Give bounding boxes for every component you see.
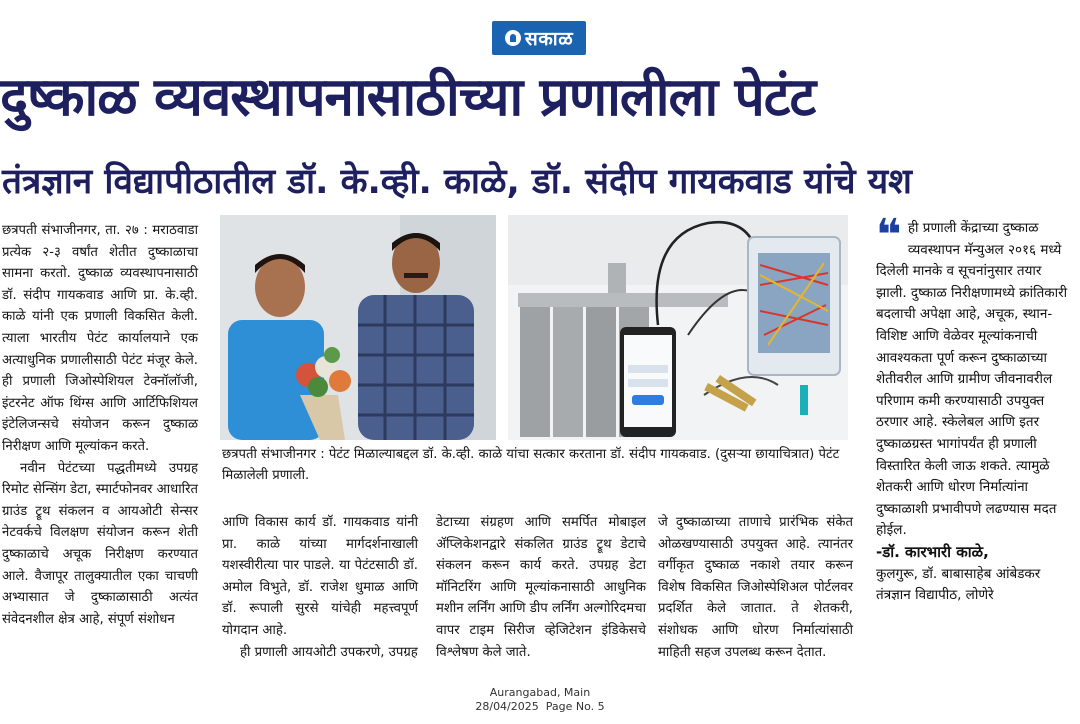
quote-text: ही प्रणाली केंद्राच्या दुष्काळ व्यवस्थापन मॅन्युअल २०१६ मध्ये दिलेली मानके व सूचनांनुसार तयार झाली. दुष्काळ निरीक्षणामध्ये क्रांतिकारी बदलाची अपेक्षा आहे, अचूक, स्थान-विशिष्ट आणि वेळेवर मूल्यांकनाची आवश्यकता पूर्ण करून दुष्काळाच्या शेतीवरील आणि ग्रामीण जीवनावरील परिणाम कमी करण्यासाठी उपयुक्त ठरणार आहे. स्केलेबल आणि इतर दुष्काळग्रस्त भागांपर्यंत ही प्रणाली विस्तारित केली जाऊ शकते. त्यामुळे शेतकरी आणि धोरण निर्मात्यांना दुष्काळाशी प्रभावीपणे लढण्यास मदत होईल.	[876, 220, 1068, 539]
article-paragraph: आणि विकास कार्य डॉ. गायकवाड यांनी प्रा. काळे यांच्या मार्गदर्शनाखाली यशस्वीरीत्या पार पाडले. या पेटंटसाठी डॉ. अमोल विभुते, डॉ. राजेश धुमाळ आणि डॉ. रूपाली सुरसे यांचेही महत्त्वपूर्ण योगदान आहे.	[222, 515, 418, 638]
quote-mark-icon: ❝	[876, 210, 902, 261]
headline: दुष्काळ व्यवस्थापनासाठीच्या प्रणालीला पेटंट	[0, 67, 816, 128]
felicitation-photo	[220, 215, 496, 440]
patent-device-illustration	[508, 215, 848, 440]
photo-caption: छत्रपती संभाजीनगर : पेटंट मिळाल्याबद्दल डॉ. के.व्ही. काळे यांचा सत्कार करताना डॉ. संदीप गायकवाड. (दुसऱ्या छायाचित्रात) पेटंट मिळालेली प्रणाली.	[222, 447, 840, 483]
edition-footer	[440, 686, 640, 714]
logo-text: सकाळ	[524, 28, 574, 50]
article-paragraph: नवीन पेटंटच्या पद्धतीमध्ये उपग्रह रिमोट सेन्सिंग डेटा, स्मार्टफोनवर आधारित ग्राउंड ट्रूथ संकलन व आयओटी सेन्सर नेटवर्कचे विलक्षण संयोजन करून शेती दुष्काळाचे अचूक निरीक्षण करण्यात आले. वैजापूर तालुक्यातील एका चाचणी अभ्यासात जे दुष्काळासाठी अत्यंत संवेदनशील क्षेत्र आहे, संपूर्ण संशोधन	[2, 460, 198, 627]
quote-author: -डॉ. कारभारी काळे,	[876, 542, 989, 561]
article-column-2	[222, 512, 418, 663]
quote-sidebar	[876, 210, 1076, 607]
felicitation-photo-illustration	[220, 215, 496, 440]
patent-device-photo	[508, 215, 848, 440]
quote-designation: कुलगुरू, डॉ. बाबासाहेब आंबेडकर तंत्रज्ञान विद्यापीठ, लोणेरे	[876, 565, 1041, 604]
article-paragraph: डेटाच्या संग्रहण आणि समर्पित मोबाइल ॲप्लिकेशनद्वारे संकलित ग्राउंड ट्रूथ डेटाचे संकलन करून कार्य करते. उपग्रह डेटा मॉनिटरिंग आणि मूल्यांकनासाठी आधुनिक मशीन लर्निंग आणि डीप लर्निंग अल्गोरिदमचा वापर टाइम सिरीज व्हेजिटेशन इंडिकेसचे विश्लेषण केले जाते.	[436, 515, 646, 660]
article-paragraph: छत्रपती संभाजीनगर, ता. २७ : मराठवाडा प्रत्येक २-३ वर्षांत शेतीत दुष्काळाचा सामना करतो. दुष्काळ व्यवस्थापनासाठी डॉ. संदीप गायकवाड आणि प्रा. के.व्ही. काळे यांनी एक प्रणाली विकसित केली. त्याला भारतीय पेटंट कार्यालयाने एक अत्याधुनिक प्रणालीसाठी पेटंट मंजूर केले. ही प्रणाली जिओस्पेशियल टेक्नॉलॉजी, इंटरनेट ऑफ थिंग्स आणि आर्टिफिशियल इंटेलिजन्सचे संयोजन करून दुष्काळ निरीक्षण आणि मूल्यांकन करते.	[2, 223, 198, 454]
edition-date-page: 28/04/2025 Page No. 5	[475, 700, 605, 713]
edition-name: Aurangabad, Main	[489, 686, 591, 699]
logo-emblem-icon	[505, 30, 521, 46]
article-paragraph: जे दुष्काळाच्या ताणाचे प्रारंभिक संकेत ओळखण्यासाठी उपयुक्त आहे. त्यानंतर वर्गीकृत दुष्काळ नकाशे तयार करून विशेष विकसित जिओस्पेशिअल पोर्टलवर प्रदर्शित केले जातात. ते शेतकरी, संशोधक आणि धोरण निर्मात्यांसाठी माहिती सहज उपलब्ध करून देतात.	[658, 515, 853, 660]
article-column-4	[658, 512, 853, 663]
article-paragraph: ही प्रणाली आयओटी उपकरणे, उपग्रह	[240, 644, 418, 660]
article-column-3	[436, 512, 646, 663]
newspaper-logo	[492, 21, 586, 55]
article-column-1	[2, 220, 198, 630]
subheadline: तंत्रज्ञान विद्यापीठातील डॉ. के.व्ही. काळे, डॉ. संदीप गायकवाड यांचे यश	[2, 162, 912, 202]
